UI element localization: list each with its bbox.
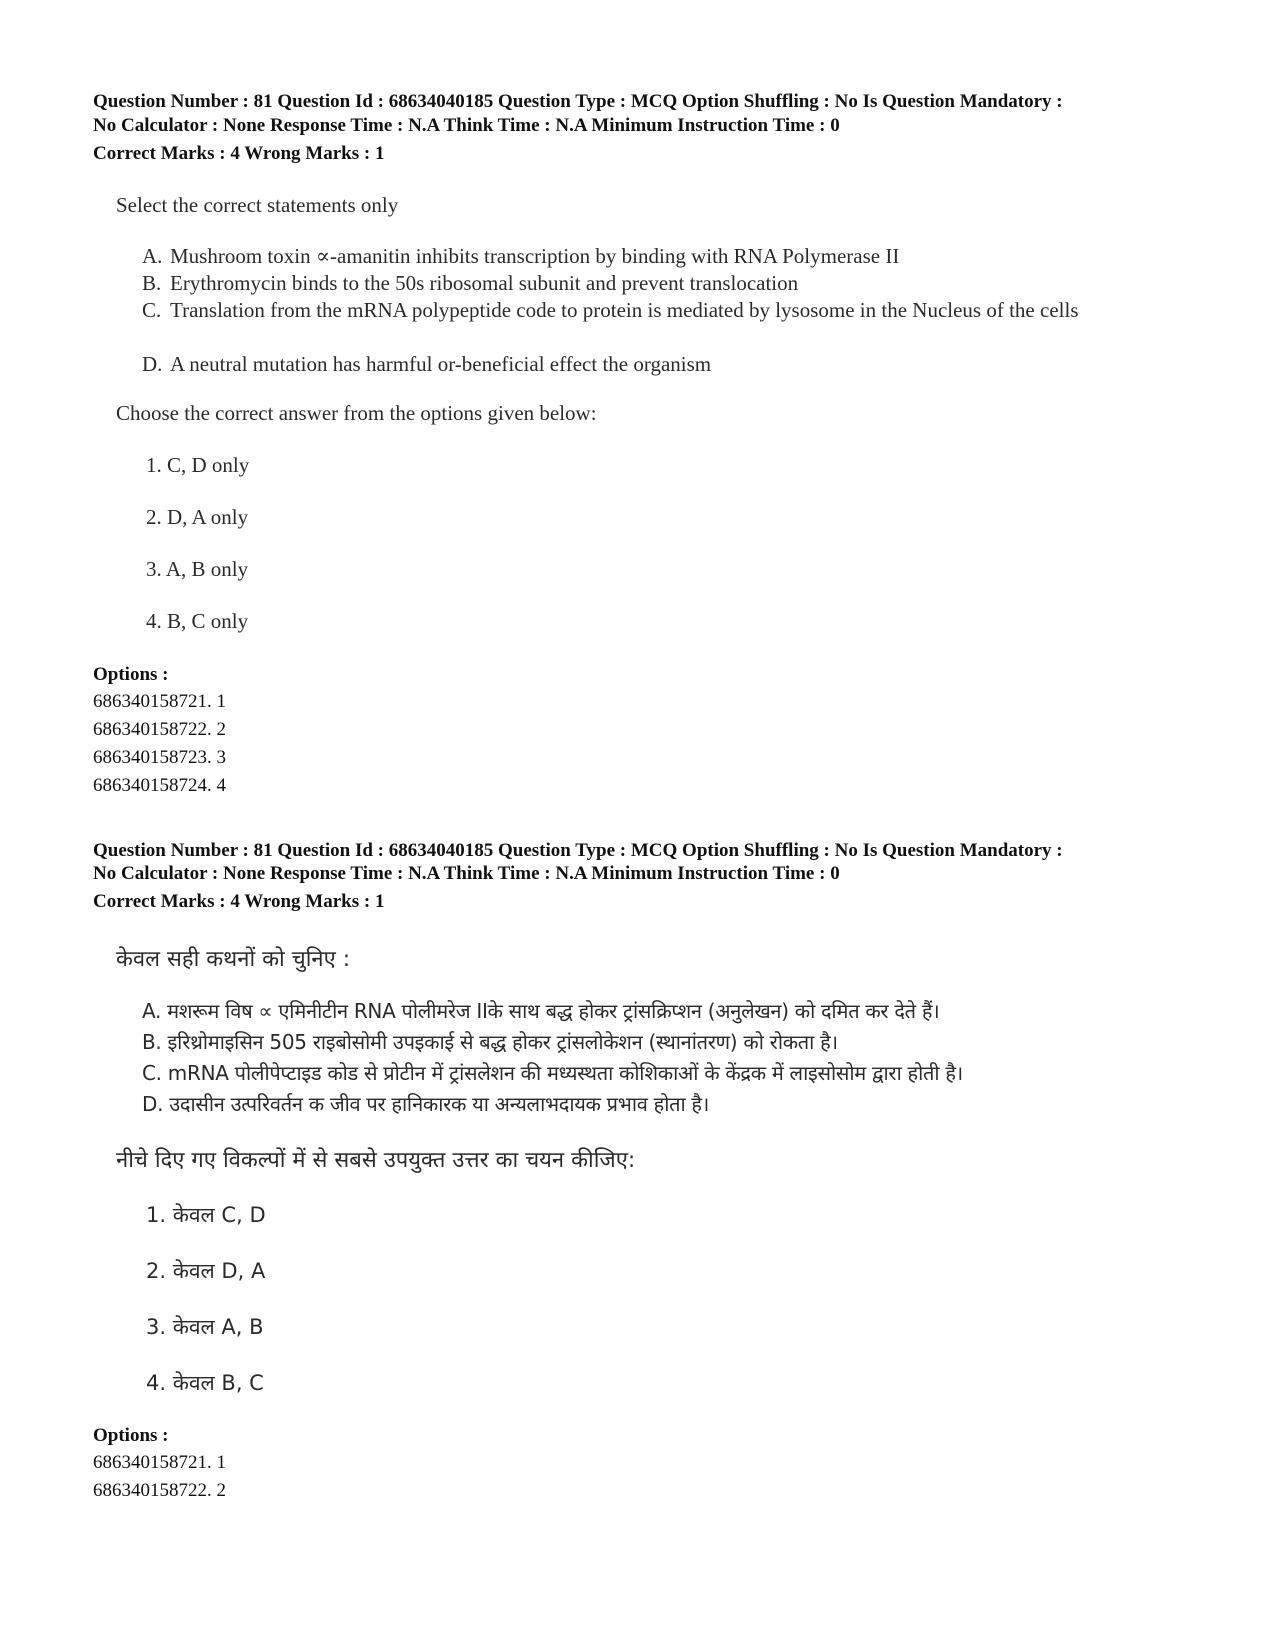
statement-key: B. [142,1030,162,1054]
statement-key: B. [142,271,162,295]
statement-a [142,243,1170,270]
option-id-row: 686340158722. 2 [93,1480,226,1501]
statement-c [142,1059,963,1086]
question-marks-line: Correct Marks : 4 Wrong Marks : 1 [93,143,385,164]
statement-b [142,270,1170,297]
options-label: Options : [93,1425,169,1446]
statement-d [142,1090,709,1117]
question-header-line-2: No Calculator : None Response Time : N.A Think Time : N.A Minimum Instruction Time : 0 [93,863,840,884]
answer-choice-4: 4. B, C only [146,609,249,633]
question-header-line-2: No Calculator : None Response Time : N.A Think Time : N.A Minimum Instruction Time : 0 [93,115,840,136]
answer-choice-1: 1. C, D only [146,453,250,477]
statement-text: उदासीन उत्परिवर्तन क जीव पर हानिकारक या अन्यलाभदायक प्रभाव होता है। [169,1092,710,1116]
answer-choice-4: 4. केवल B, C [146,1371,264,1395]
statement-b [142,1028,838,1055]
options-label: Options : [93,664,169,685]
statement-c [142,297,1140,324]
statement-key: A. [142,244,163,268]
option-id-row: 686340158723. 3 [93,747,226,768]
statement-d [142,351,1170,378]
statement-key: D. [142,352,163,376]
option-id-row: 686340158722. 2 [93,719,226,740]
question-marks-line: Correct Marks : 4 Wrong Marks : 1 [93,891,385,912]
statement-key: D. [142,1092,164,1116]
option-id-row: 686340158721. 1 [93,1452,226,1473]
question-prompt: केवल सही कथनों को चुनिए : [116,947,351,972]
answer-instruction: नीचे दिए गए विकल्पों में से सबसे उपयुक्त उत्तर का चयन कीजिए: [116,1148,636,1173]
statement-a [142,997,939,1024]
answer-choice-2: 2. D, A only [146,505,249,529]
question-header-line-1: Question Number : 81 Question Id : 68634040185 Question Type : MCQ Option Shuffling : No Is Question Mandatory : [93,91,1063,112]
answer-choice-2: 2. केवल D, A [146,1259,266,1283]
answer-choice-1: 1. केवल C, D [146,1203,266,1227]
answer-choice-3: 3. A, B only [146,557,249,581]
statement-key: C. [142,1061,162,1085]
statement-text: इरिथ्रोमाइसिन 505 राइबोसोमी उपइकाई से बद्ध होकर ट्रांसलोकेशन (स्थानांतरण) को रोकता है। [167,1030,838,1054]
question-header-line-1: Question Number : 81 Question Id : 68634040185 Question Type : MCQ Option Shuffling : No Is Question Mandatory : [93,840,1063,861]
answer-choice-3: 3. केवल A, B [146,1315,264,1339]
option-id-row: 686340158721. 1 [93,691,226,712]
statement-text: A neutral mutation has harmful or-beneficial effect the organism [170,352,712,376]
statement-text: Translation from the mRNA polypeptide code to protein is mediated by lysosome in the Nucleus of the cells [170,298,1079,322]
answer-instruction: Choose the correct answer from the options given below: [116,401,597,425]
statement-text: Erythromycin binds to the 50s ribosomal subunit and prevent translocation [170,271,799,295]
statement-text: mRNA पोलीपेप्टाइड कोड से प्रोटीन में ट्रांसलेशन की मध्यस्थता कोशिकाओं के केंद्रक में लाइसोसोम द्वारा होती है। [167,1061,963,1085]
statement-key: C. [142,298,162,322]
question-prompt: Select the correct statements only [116,193,399,217]
option-id-row: 686340158724. 4 [93,775,226,796]
statement-key: A. [142,999,162,1023]
statement-text: Mushroom toxin ∝-amanitin inhibits transcription by binding with RNA Polymerase II [170,244,900,268]
statement-text: मशरूम विष ∝ एमिनीटीन RNA पोलीमरेज IIके साथ बद्ध होकर ट्रांसक्रिप्शन (अनुलेखन) को दमित कर देते हैं। [167,999,940,1023]
